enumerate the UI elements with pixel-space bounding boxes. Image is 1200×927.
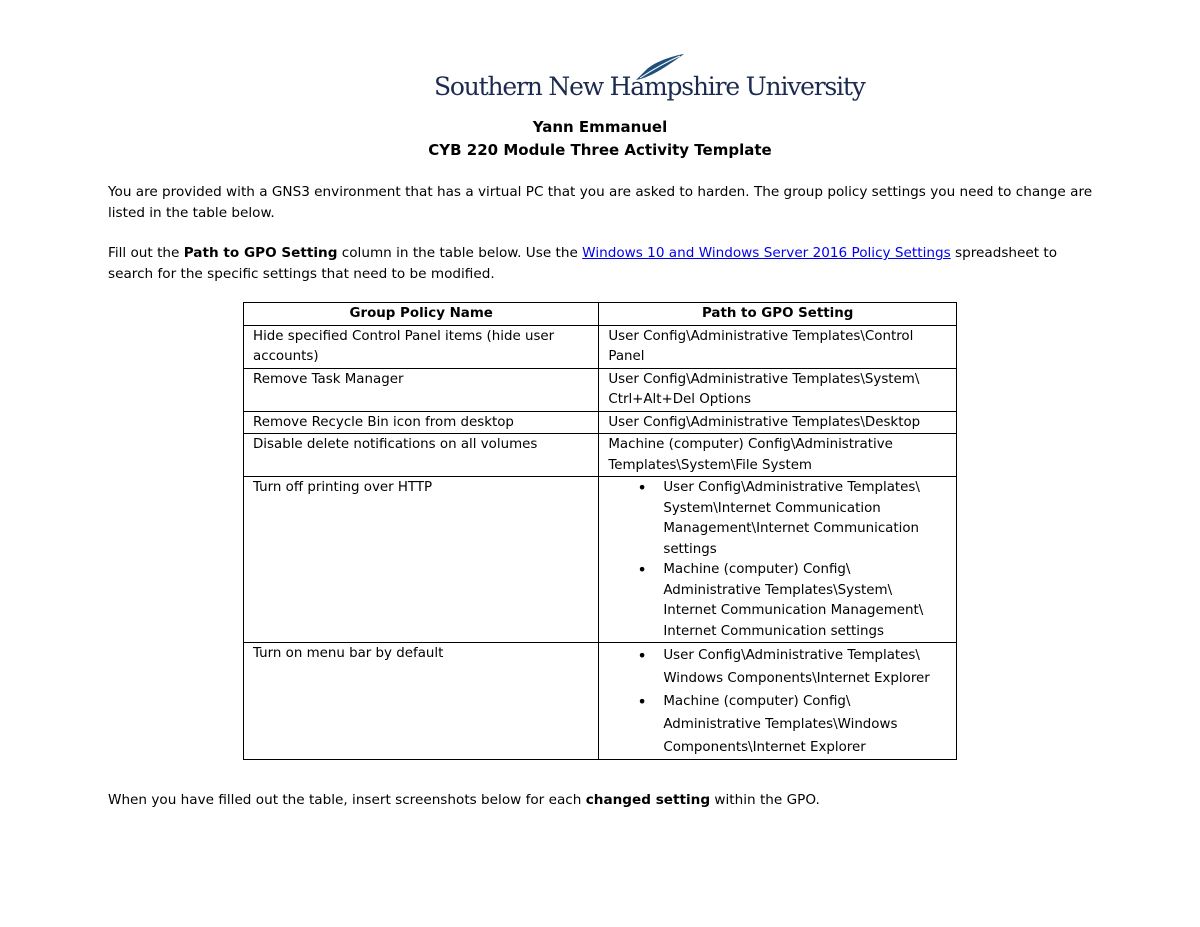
instructions-suffix: spreadsheet to search for the specific settings that need to be modified. (108, 245, 1058, 282)
policy-name-cell: Turn on menu bar by default (244, 643, 599, 760)
policy-name-cell: Remove Recycle Bin icon from desktop (244, 411, 599, 434)
closing-bold: changed setting (585, 792, 711, 808)
policy-path-cell: User Config\Administrative Templates\System\ Ctrl+Alt+Del Options (599, 368, 957, 411)
policy-name-cell: Remove Task Manager (244, 368, 599, 411)
policy-settings-link[interactable]: Windows 10 and Windows Server 2016 Policy Settings (582, 245, 951, 261)
policy-path-cell: User Config\Administrative Templates\Desktop (599, 411, 957, 434)
author-name: Yann Emmanuel (532, 118, 668, 136)
policy-path-cell (599, 643, 957, 760)
path-list-item: • Machine (computer) Config\ Administrative Templates\Windows Components\Internet Explorer (663, 690, 947, 759)
instructions-middle: column in the table below. Use the (337, 245, 583, 261)
closing-paragraph (108, 790, 1098, 811)
table-row (244, 643, 957, 760)
policy-name-cell: Disable delete notifications on all volumes (244, 434, 599, 477)
path-list (608, 644, 947, 759)
header-path-to-gpo-setting: Path to GPO Setting (599, 303, 957, 326)
instructions-bold: Path to GPO Setting (183, 245, 338, 261)
path-list (608, 478, 947, 642)
instructions-prefix: Fill out the (108, 245, 184, 261)
policy-path-cell (599, 477, 957, 643)
table-row (244, 477, 957, 643)
university-logo (434, 52, 865, 104)
table-row (244, 325, 957, 368)
document-title: CYB 220 Module Three Activity Template (428, 141, 772, 159)
table-row (244, 368, 957, 411)
intro-paragraph: You are provided with a GNS3 environment that has a virtual PC that you are asked to harden. The group policy settings you need to change are listed in the table below. (108, 184, 1093, 221)
policy-path-cell: User Config\Administrative Templates\Control Panel (599, 325, 957, 368)
logo-wordmark: Southern New Hampshire University (434, 72, 865, 101)
policy-name-cell: Hide specified Control Panel items (hide user accounts) (244, 325, 599, 368)
table-row (244, 411, 957, 434)
header-group-policy-name: Group Policy Name (244, 303, 599, 326)
table-row (244, 434, 957, 477)
path-list-item: • Machine (computer) Config\ Administrative Templates\System\ Internet Communication Management\ Internet Communication settings (663, 560, 947, 642)
closing-prefix: When you have filled out the table, insert screenshots below for each (108, 792, 586, 808)
path-list-item: • User Config\Administrative Templates\ Windows Components\Internet Explorer (663, 644, 947, 690)
closing-suffix: within the GPO. (710, 792, 820, 808)
instructions-paragraph (108, 243, 1098, 284)
path-list-item: • User Config\Administrative Templates\ System\Internet Communication Management\Internet Communication settings (663, 478, 947, 560)
gpo-table (243, 302, 957, 760)
policy-name-cell: Turn off printing over HTTP (244, 477, 599, 643)
table-header-row (244, 303, 957, 326)
policy-path-cell: Machine (computer) Config\Administrative Templates\System\File System (599, 434, 957, 477)
